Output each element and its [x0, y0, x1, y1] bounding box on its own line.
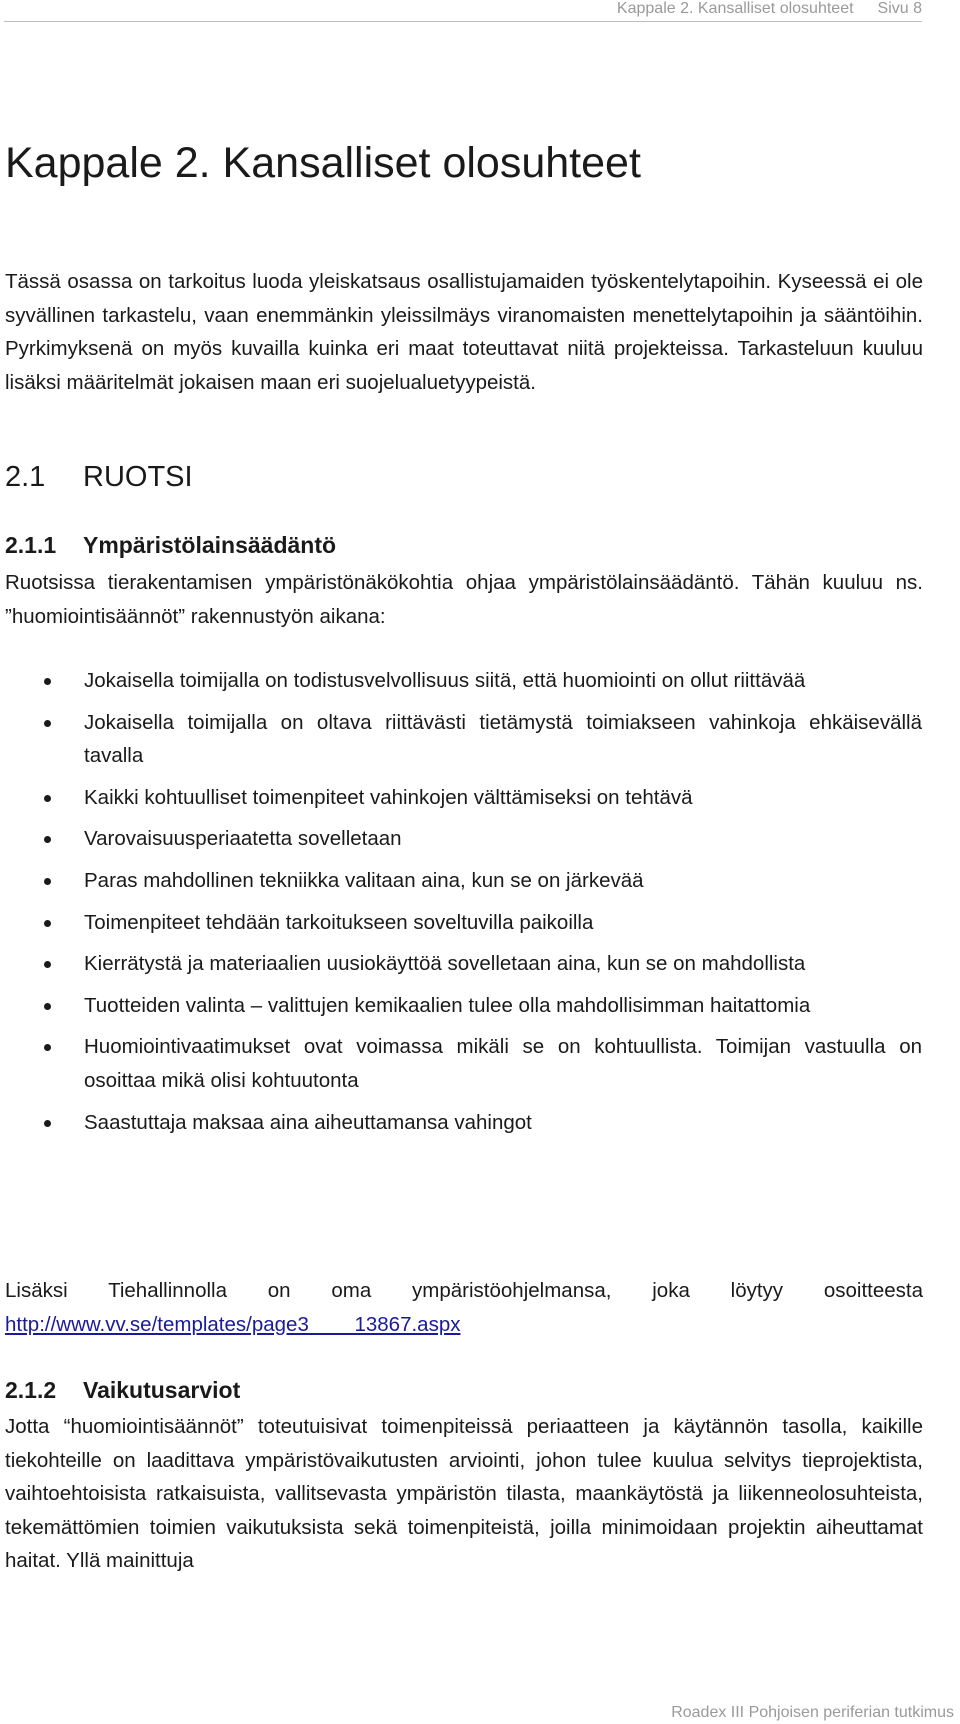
environmental-program-text: Lisäksi Tiehallinnolla on oma ympäristöohjelmansa, joka löytyy osoitteesta — [5, 1279, 923, 1302]
list-item-text: Toimenpiteet tehdään tarkoitukseen soveltuvilla paikoilla — [84, 910, 594, 934]
environmental-law-paragraph: Ruotsissa tierakentamisen ympäristönäkökohtia ohjaa ympäristölainsäädäntö. Tähän kuuluu ns. ”huomiointisäännöt” rakennustyön aikana: — [5, 571, 923, 628]
running-header — [617, 0, 922, 18]
list-item — [0, 706, 922, 773]
chapter-title: Kappale 2. Kansalliset olosuhteet — [5, 139, 641, 187]
list-item-text: Huomiointivaatimukset ovat voimassa mikäli se on kohtuullista. Toimijan vastuulla on osoittaa mikä olisi kohtuutonta — [84, 1035, 922, 1092]
list-item-text: Saastuttaja maksaa aina aiheuttamansa vahingot — [84, 1110, 532, 1134]
subsection-number: 2.1.2 — [5, 1377, 57, 1403]
bullet-icon — [44, 836, 51, 843]
bullet-icon — [44, 878, 51, 885]
consideration-rules-list — [0, 664, 960, 1147]
list-item-text: Jokaisella toimijalla on todistusvelvollisuus siitä, että huomiointi on ollut riittävää — [84, 669, 806, 692]
list-item-text: Tuotteiden valinta – valittujen kemikaalien tulee olla mahdollisimman haitattomia — [84, 993, 811, 1017]
list-item — [0, 906, 922, 940]
bullet-icon — [44, 1044, 51, 1051]
bullet-icon — [44, 961, 51, 968]
bullet-icon — [44, 920, 51, 927]
section-number: 2.1 — [5, 461, 46, 493]
bullet-icon — [44, 720, 51, 727]
list-item — [0, 1106, 922, 1140]
list-item — [0, 664, 922, 698]
header-page-number: Sivu 8 — [877, 0, 922, 17]
list-item — [0, 822, 922, 856]
bullet-icon — [44, 678, 51, 685]
environmental-program-link[interactable]: http://www.vv.se/templates/page3____13867.aspx — [5, 1312, 461, 1336]
intro-paragraph: Tässä osassa on tarkoitus luoda yleiskatsaus osallistujamaiden työskentelytapoihin. Kyseessä ei ole syvällinen tarkastelu, vaan enemmänkin yleissilmäys viranomaisten menettelytapoihin ja sääntöihin. Pyrkimyksenä on myös kuvailla kuinka eri maat toteuttavat niitä projekteissa. Tarkasteluun kuuluu lisäksi määritelmät jokaisen maan eri suojelualuetyypeistä. — [5, 270, 923, 394]
running-footer: Roadex III Pohjoisen periferian tutkimus — [671, 1704, 954, 1721]
environmental-program-paragraph — [5, 1274, 923, 1341]
bullet-icon — [44, 1003, 51, 1010]
list-item-text: Varovaisuusperiaatetta sovelletaan — [84, 827, 402, 851]
impact-assessment-paragraph: Jotta “huomiointisäännöt” toteutuisivat toimenpiteissä periaatteen ja käytännön tasolla, kaikille tiekohteille on laadittava ympäristövaikutusten arviointi, johon tulee kuulua selvitys tieprojektista, vaihtoehtoisista ratkaisuista, vallitsevasta ympäristön tilasta, maankäytöstä ja liikenneolosuhteista, tekemättömien toimien vaikutuksista sekä toimenpiteistä, joilla minimoidaan projektin aiheuttamat haitat. Yllä mainittuja — [5, 1415, 923, 1573]
bullet-icon — [44, 795, 51, 802]
subsection-title: Vaikutusarviot — [83, 1377, 241, 1403]
subsection-heading-2-1-2 — [5, 1376, 240, 1404]
subsection-heading-2-1-1 — [5, 531, 336, 559]
section-heading-2-1 — [5, 460, 193, 494]
header-rule — [4, 21, 922, 22]
list-item — [0, 864, 922, 898]
bullet-icon — [44, 1120, 51, 1127]
header-chapter: Kappale 2. Kansalliset olosuhteet — [616, 0, 854, 17]
list-item — [0, 781, 922, 815]
list-item — [0, 989, 922, 1023]
section-title: RUOTSI — [83, 461, 193, 493]
list-item-text: Paras mahdollinen tekniikka valitaan aina, kun se on järkevää — [84, 868, 644, 892]
list-item — [0, 947, 922, 981]
list-item-text: Kaikki kohtuulliset toimenpiteet vahinkojen välttämiseksi on tehtävä — [84, 785, 693, 809]
list-item-text: Kierrätystä ja materiaalien uusiokäyttöä sovelletaan aina, kun se on mahdollista — [84, 952, 806, 976]
subsection-number: 2.1.1 — [5, 532, 57, 558]
subsection-title: Ympäristölainsäädäntö — [83, 532, 337, 558]
list-item — [0, 1030, 922, 1097]
list-item-text: Jokaisella toimijalla on oltava riittävästi tietämystä toimiakseen vahinkoja ehkäisevällä tavalla — [84, 710, 922, 768]
